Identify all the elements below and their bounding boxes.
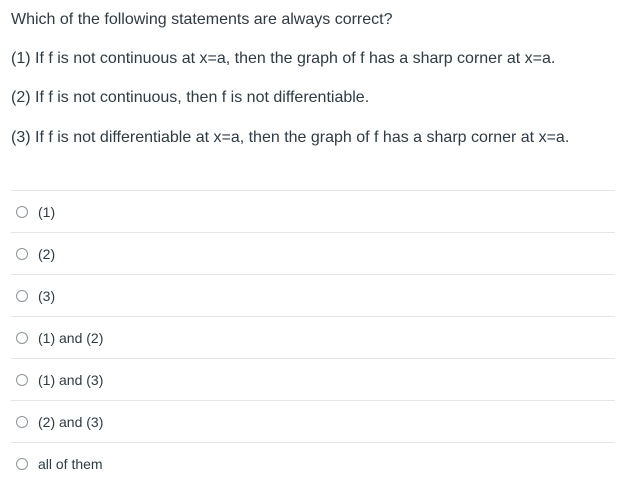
answer-option-2-and-3[interactable] — [11, 401, 615, 443]
radio-button[interactable] — [16, 374, 28, 386]
statement-2: (2) If f is not continuous, then f is not differentiable. — [11, 89, 370, 106]
statement-3: (3) If f is not differentiable at x=a, then the graph of f has a sharp corner at x=a. — [11, 129, 570, 146]
answer-option-2[interactable] — [11, 233, 615, 275]
answer-option-1-and-3[interactable] — [11, 359, 615, 401]
answer-list — [11, 190, 615, 484]
answer-label: (3) — [38, 287, 56, 304]
answer-label: (2) and (3) — [38, 413, 104, 430]
answer-label: (2) — [38, 245, 56, 262]
answer-label: (1) and (3) — [38, 371, 104, 388]
radio-button[interactable] — [16, 416, 28, 428]
answer-option-1[interactable] — [11, 191, 615, 233]
radio-button[interactable] — [16, 458, 28, 470]
radio-button[interactable] — [16, 206, 28, 218]
answer-option-all[interactable] — [11, 443, 615, 484]
answer-label: all of them — [38, 455, 103, 472]
answer-label: (1) — [38, 203, 56, 220]
radio-button[interactable] — [16, 290, 28, 302]
statement-1: (1) If f is not continuous at x=a, then the graph of f has a sharp corner at x=a. — [11, 50, 556, 67]
radio-button[interactable] — [16, 332, 28, 344]
answer-option-1-and-2[interactable] — [11, 317, 615, 359]
answer-label: (1) and (2) — [38, 329, 104, 346]
answer-option-3[interactable] — [11, 275, 615, 317]
radio-button[interactable] — [16, 248, 28, 260]
question-prompt: Which of the following statements are always correct? — [11, 11, 393, 28]
